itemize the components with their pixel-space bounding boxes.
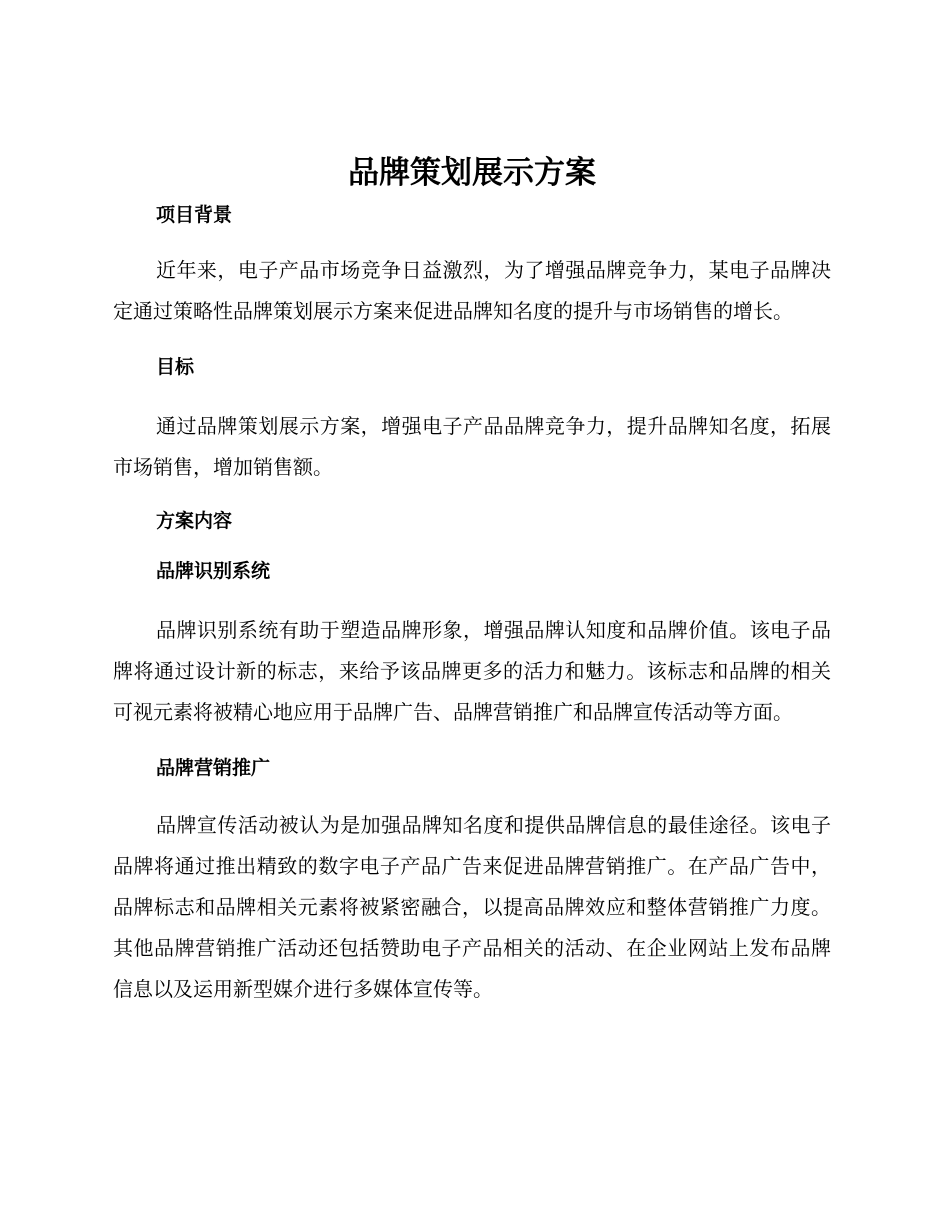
section-heading-brand-marketing: 品牌营销推广	[156, 757, 271, 779]
document-content	[113, 148, 831, 1010]
section-heading-background: 项目背景	[156, 204, 233, 226]
document-title: 品牌策划展示方案	[348, 155, 596, 191]
section-body-goal: 通过品牌策划展示方案，增强电子产品品牌竞争力，提升品牌知名度，拓展市场销售，增加销售额。	[113, 414, 831, 479]
section-heading-plan-content: 方案内容	[156, 510, 233, 532]
section-body-brand-marketing: 品牌宣传活动被认为是加强品牌知名度和提供品牌信息的最佳途径。该电子品牌将通过推出精致的数字电子产品广告来促进品牌营销推广。在产品广告中，品牌标志和品牌相关元素将被紧密融合，以提高品牌效应和整体营销推广力度。其他品牌营销推广活动还包括赞助电子产品相关的活动、在企业网站上发布品牌信息以及运用新型媒介进行多媒体宣传等。	[113, 813, 831, 1001]
section-heading-goal: 目标	[156, 356, 195, 378]
section-body-brand-identity: 品牌识别系统有助于塑造品牌形象，增强品牌认知度和品牌价值。该电子品牌将通过设计新的标志，来给予该品牌更多的活力和魅力。该标志和品牌的相关可视元素将被精心地应用于品牌广告、品牌营销推广和品牌宣传活动等方面。	[113, 618, 831, 724]
section-heading-brand-identity: 品牌识别系统	[156, 560, 271, 582]
section-body-background: 近年来，电子产品市场竞争日益激烈，为了增强品牌竞争力，某电子品牌决定通过策略性品牌策划展示方案来促进品牌知名度的提升与市场销售的增长。	[113, 258, 831, 323]
